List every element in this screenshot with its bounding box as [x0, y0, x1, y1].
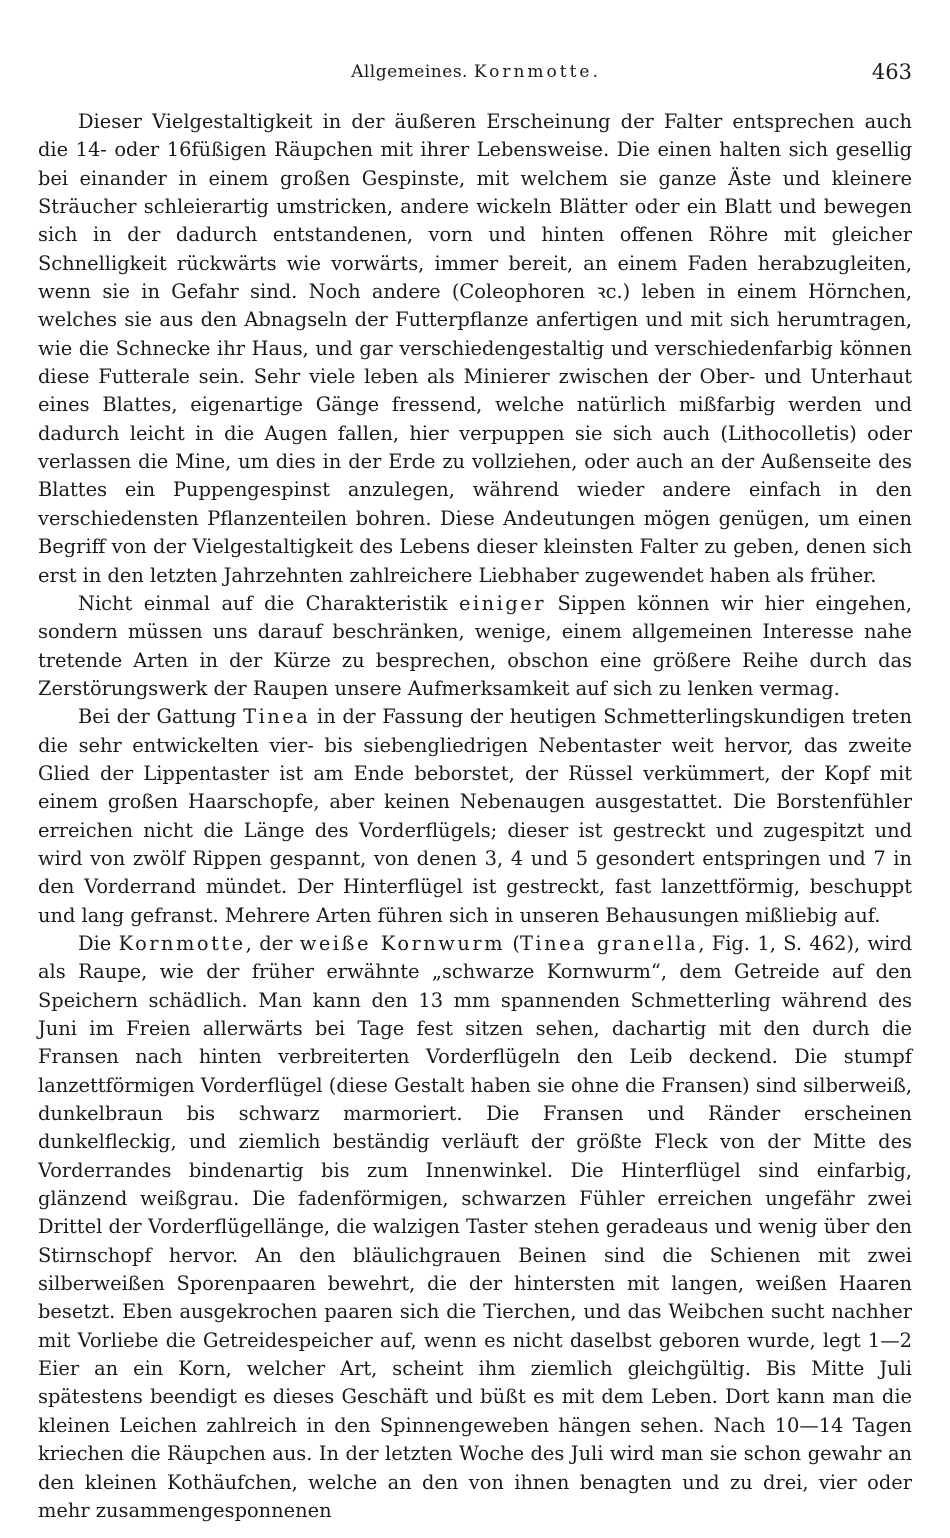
emphasized-term: Kornmotte: [118, 931, 246, 955]
emphasized-term: Tinea: [243, 705, 311, 729]
text-run: Sippen können wir hier eingehen, sondern müssen uns darauf beschränken, wenige, einem allgemeinen Interesse nahe tretende Arten in der Kürze zu besprechen, obschon eine größere Reihe durch das Zerstörungswerk der Raupen unsere Aufmerksamkeit auf sich zu lenken vermag.: [38, 591, 912, 700]
text-run: Die: [78, 931, 119, 955]
emphasized-term: Tinea granella: [519, 931, 699, 955]
paragraph: [38, 590, 912, 703]
text-run: (: [505, 931, 520, 955]
text-run: in der Fassung der heutigen Schmetterlingskundigen treten die sehr entwickelten vier- bis siebengliedrigen Nebentaster weit hervor, das zweite Glied der Lippentaster ist am Ende beborstet, der Rüssel verkümmert, der Kopf mit einem großen Haarschopfe, aber keinen Nebenaugen ausgestattet. Die Borstenfühler erreichen nicht die Länge des Vorderflügels; dieser ist gestreckt und zugespitzt und wird von zwölf Rippen gespannt, von denen 3, 4 und 5 gesondert entspringen und 7 in den Vorderrand mündet. Der Hinterflügel ist gestreckt, fast lanzettförmig, beschuppt und lang gefranst. Mehrere Arten führen sich in unseren Behausungen mißliebig auf.: [38, 705, 912, 927]
text-run: , Fig. 1, S. 462), wird als Raupe, wie der früher erwähnte „schwarze Kornwurm“, dem Getreide auf den Speichern schädlich. Man kann den 13 mm spannenden Schmetterling während des Juni im Freien allerwärts bei Tage fest sitzen sehen, dachartig mit den durch die Fransen nach hinten verbreiterten Vorderflügeln den Leib deckend. Die stumpf lanzettförmigen Vorderflügel (diese Gestalt haben sie ohne die Fransen) sind silberweiß, dunkelbraun bis schwarz marmoriert. Die Fransen und Ränder erscheinen dunkelfleckig, und ziemlich beständig verläuft der größte Fleck von der Mitte des Vorderrandes bindenartig bis zum Innenwinkel. Die Hinterflügel sind einfarbig, glänzend weißgrau. Die fadenförmigen, schwarzen Fühler erreichen ungefähr zwei Drittel der Vorderflügellänge, die walzigen Taster stehen geradeaus und wenig über den Stirnschopf hervor. An den bläulichgrauen Beinen sind die Schienen mit zwei silberweißen Sporenpaaren bewehrt, die der hintersten mit langen, weißen Haaren besetzt. Eben ausgekrochen paaren sich die Tierchen, und das Weibchen sucht nachher mit Vorliebe die Getreidespeicher auf, wenn es nicht daselbst geboren wurde, legt 1—2 Eier an ein Korn, welcher Art, scheint ihm ziemlich gleichgültig. Bis Mitte Juli spätestens beendigt es dieses Geschäft und büßt es mit dem Leben. Dort kann man die kleinen Leichen zahlreich in den Spinnengeweben hängen sehen. Nach 10—14 Tagen kriechen die Räupchen aus. In der letzten Woche des Juli wird man sie schon gewahr an den kleinen Kothäufchen, welche an den von ihnen benagten und zu drei, vier oder mehr zusammengesponnenen: [38, 931, 913, 1522]
text-run: , der: [245, 931, 300, 955]
emphasized-term: einiger: [459, 591, 547, 615]
page-number: 463: [871, 60, 912, 84]
page-header: [40, 62, 912, 92]
paragraph: [38, 930, 912, 1525]
running-title-section: Allgemeines.: [351, 62, 468, 82]
body-text: [38, 108, 912, 1525]
paragraph: [38, 108, 912, 590]
text-run: Nicht einmal auf die Charakteristik: [78, 591, 459, 615]
text-run: Dieser Vielgestaltigkeit in der äußeren Erscheinung der Falter entsprechen auch die 14- oder 16füßigen Räupchen mit ihrer Lebensweise. Die einen halten sich gesellig bei einander in einem großen Gespinste, mit welchem sie ganze Äste und kleinere Sträucher schleierartig umstricken, andere wickeln Blätter oder ein Blatt und bewegen sich in der dadurch entstandenen, vorn und hinten offenen Röhre mit gleicher Schnelligkeit rückwärts wie vorwärts, immer bereit, an einem Faden herabzugleiten, wenn sie in Gefahr sind. Noch andere (Coleophoren ꝛc.) leben in einem Hörnchen, welches sie aus den Abnagseln der Futterpflanze anfertigen und mit sich herumtragen, wie die Schnecke ihr Haus, und gar verschiedengestaltig und verschiedenfarbig können diese Futterale sein. Sehr viele leben als Minierer zwischen der Ober- und Unterhaut eines Blattes, eigenartige Gänge fressend, welche natürlich mißfarbig werden und dadurch leicht in die Augen fallen, hier verpuppen sie sich auch (Lithocolletis) oder verlassen die Mine, um dies in der Erde zu vollziehen, oder auch an der Außenseite des Blattes ein Puppengespinst anzulegen, während wieder andere einfach in den verschiedensten Pflanzenteilen bohren. Diese Andeutungen mögen genügen, um einen Begriff von der Vielgestaltigkeit des Lebens dieser kleinsten Falter zu geben, denen sich erst in den letzten Jahrzehnten zahlreichere Liebhaber zugewendet haben als früher.: [38, 110, 912, 587]
paragraph: [38, 703, 912, 930]
running-title-topic: Kornmotte.: [473, 62, 601, 82]
running-title: [40, 62, 912, 82]
emphasized-term: weiße Kornwurm: [299, 931, 505, 955]
text-run: Bei der Gattung: [78, 705, 244, 729]
